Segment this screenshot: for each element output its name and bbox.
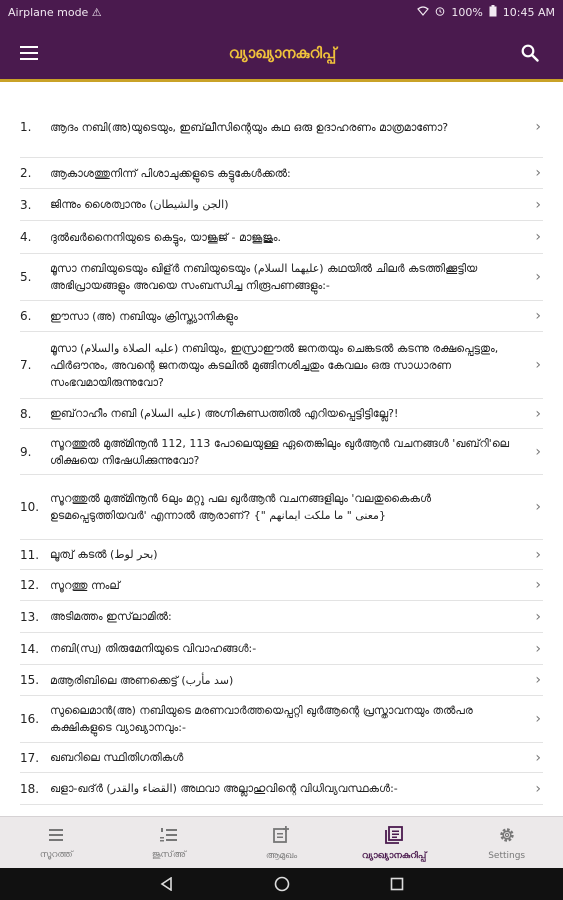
item-number: 15.	[20, 673, 40, 687]
search-icon[interactable]	[515, 38, 545, 68]
list-item[interactable]	[20, 221, 543, 254]
page-title: വ്യാഖ്യാനകുറിപ്പ്	[228, 44, 337, 62]
item-title: ആദം നബി(അ)യുടെയും, ഇബ്‌ലീസിന്റെയും കഥ ഒരു ഉദാഹരണം മാത്രമാണോ?	[50, 120, 449, 134]
list-item[interactable]	[20, 773, 543, 805]
nav-tab-settings[interactable]	[450, 817, 563, 869]
list-item[interactable]	[20, 189, 543, 221]
chevron-right-icon: ›	[535, 443, 541, 460]
item-number: 9.	[20, 444, 32, 459]
item-title: നബി(സ്വ) തിരുമേനിയുടെ വിവാഹങ്ങൾ:-	[50, 642, 257, 655]
alarm-icon	[435, 6, 445, 19]
list-item[interactable]	[20, 601, 543, 633]
item-title: സുലൈമാൻ(അ) നബിയുടെ മരണവാർത്തയെപ്പറ്റി ഖുർആന്റെ പ്രസ്താവനയും തൽപര കക്ഷികളുടെ വ്യാഖ്യാനവും:-	[50, 704, 473, 734]
item-number: 10.	[20, 500, 40, 514]
list-item[interactable]	[20, 158, 543, 189]
item-number: 17.	[20, 750, 40, 765]
chevron-right-icon: ›	[535, 546, 541, 563]
chevron-right-icon: ›	[535, 672, 541, 688]
item-title: മൂസാ നബിയുടെയും ഖിള്ർ നബിയുടെയും (عليهما السلام) കഥയിൽ ചിലർ കടത്തിക്കൂട്ടിയ അഭിപ്രായങ്ങളും അവയെ സംബന്ധിച്ച നിരൂപണങ്ങളും:-	[50, 262, 478, 292]
notes-icon	[385, 826, 403, 848]
item-title: മആരിബിലെ അണക്കെട്ട് (سد مأرب)	[50, 673, 234, 687]
list-item[interactable]	[20, 665, 543, 696]
bottom-nav	[0, 816, 563, 869]
item-title: ജിന്നും ശൈത്വാനും (الجن والشيطان)	[50, 198, 229, 211]
item-title: മൂസാ (عليه الصلاة والسلام) നബിയും, ഇസ്രാഈൽ ജനതയും ചെങ്കടൽ കടന്നു രക്ഷപ്പെട്ടതും, ഫിർഔനും, അവന്റെ ജനതയും കടലിൽ മുങ്ങിനശിച്ചതും കേവലം ഒരു സാധാരണ സംഭവമായിരുന്നുവോ?	[50, 341, 499, 389]
item-number: 12.	[20, 578, 40, 592]
list-item[interactable]	[20, 332, 543, 399]
nav-tab-notes[interactable]	[338, 817, 451, 869]
nav-label: ജുസ്അ്	[151, 849, 186, 860]
list-item[interactable]	[20, 301, 543, 332]
list-item[interactable]	[20, 97, 543, 158]
item-title: അടിമത്തം ഇസ്‌ലാമിൽ:	[50, 610, 172, 623]
nav-label: സൂറത്ത്	[39, 849, 73, 860]
wifi-icon	[417, 6, 429, 19]
chevron-right-icon: ›	[535, 499, 541, 515]
chevron-right-icon: ›	[535, 711, 541, 727]
menu-icon[interactable]	[20, 38, 50, 68]
nav-tab-introduction[interactable]	[225, 817, 338, 869]
item-number: 3.	[20, 197, 32, 212]
list-item[interactable]	[20, 254, 543, 301]
list-item[interactable]	[20, 743, 543, 773]
item-title: ദുൽഖർനൈനിയുടെ കെട്ടും, യാജൂജ് - മാജൂജും.	[50, 230, 282, 244]
item-number: 1.	[20, 120, 32, 134]
item-number: 2.	[20, 166, 32, 180]
chevron-right-icon: ›	[535, 229, 541, 245]
topic-list	[0, 97, 563, 815]
chevron-right-icon: ›	[535, 780, 541, 797]
item-number: 11.	[20, 547, 40, 562]
chevron-right-icon: ›	[535, 749, 541, 766]
item-title: ആകാശത്തുനിന്ന് പിശാചുക്കളുടെ കട്ടുകേൾക്കൽ:	[50, 166, 291, 180]
item-title: ഈസാ (അ) നബിയും ക്രിസ്ത്യാനികളും	[50, 309, 238, 323]
app-bar	[0, 24, 563, 82]
chevron-right-icon: ›	[535, 269, 541, 285]
gear-icon	[498, 826, 516, 848]
item-number: 16.	[20, 712, 40, 726]
clock-text: 10:45 AM	[502, 5, 555, 19]
item-number: 4.	[20, 230, 32, 244]
list-item[interactable]	[20, 399, 543, 429]
item-title: സൂറത്തുൽ മുഅ്മിനൂൻ 112, 113 പോലെയുള്ള ഏതെങ്കിലും ഖുർആൻ വചനങ്ങൾ 'ഖബ്‌റി'ലെ ശിക്ഷയെ നിഷേധിക്കുന്നുവോ?	[50, 436, 510, 467]
status-bar	[0, 0, 563, 24]
list-icon	[47, 827, 65, 847]
chevron-right-icon: ›	[535, 608, 541, 625]
item-title: ലൂത്വ് കടൽ (بحر لوط)	[50, 548, 158, 561]
chevron-right-icon: ›	[535, 357, 541, 373]
note-add-icon	[272, 826, 290, 848]
list-item[interactable]	[20, 540, 543, 570]
back-icon[interactable]	[160, 877, 174, 891]
item-number: 14.	[20, 641, 40, 656]
nav-tab-juz[interactable]	[113, 817, 226, 869]
system-nav-bar	[0, 868, 563, 900]
item-number: 7.	[20, 358, 32, 372]
item-title: ഖളാ-ഖദ്ർ (القضاء والقدر) അഥവാ അല്ലാഹുവിന്റെ വിധിവ്യവസ്ഥകൾ:-	[50, 782, 398, 795]
chevron-right-icon: ›	[535, 119, 541, 135]
chevron-right-icon: ›	[535, 308, 541, 324]
list-item[interactable]	[20, 475, 543, 540]
home-icon[interactable]	[274, 876, 290, 892]
nav-label: വ്യാഖ്യാനകുറിപ്പ്	[361, 850, 427, 861]
item-number: 5.	[20, 270, 32, 284]
item-title: സൂറത്തു ന്നംല്	[50, 578, 120, 592]
item-title: സൂറത്തുൽ മുഅ്മിനൂൻ 6ലും മറ്റു പല ഖുർആൻ വചനങ്ങളിലും 'വലതുകൈകൾ ഉടമപ്പെടുത്തിയവർ' എന്നാൽ ആരാണ്? {" معنى " ما ملكت ايمانهم}	[50, 492, 432, 522]
item-number: 6.	[20, 309, 32, 323]
numbered-list-icon	[160, 827, 178, 847]
item-number: 18.	[20, 781, 40, 796]
list-item[interactable]	[20, 429, 543, 475]
list-item[interactable]	[20, 696, 543, 743]
recents-icon[interactable]	[390, 877, 404, 891]
item-title: ഖബറിലെ സ്ഥിതിഗതികൾ	[50, 751, 184, 764]
airplane-mode-text: Airplane mode ⚠	[8, 5, 102, 19]
item-number: 13.	[20, 609, 40, 624]
nav-label: Settings	[488, 850, 526, 861]
chevron-right-icon: ›	[535, 196, 541, 213]
list-item[interactable]	[20, 633, 543, 665]
chevron-right-icon: ›	[535, 640, 541, 657]
item-title: ഇബ്‌റാഹീം നബി (عليه السلام) അഗ്നികുണ്ഡത്തിൽ എറിയപ്പെട്ടിട്ടില്ലേ?!	[50, 407, 399, 420]
item-number: 8.	[20, 406, 32, 421]
nav-label: ആമുഖം	[265, 850, 298, 861]
nav-tab-surah[interactable]	[0, 817, 113, 869]
chevron-right-icon: ›	[535, 577, 541, 593]
list-item[interactable]	[20, 570, 543, 601]
chevron-right-icon: ›	[535, 405, 541, 422]
chevron-right-icon: ›	[535, 165, 541, 181]
battery-icon	[489, 5, 497, 20]
battery-text: 100%	[451, 5, 483, 19]
